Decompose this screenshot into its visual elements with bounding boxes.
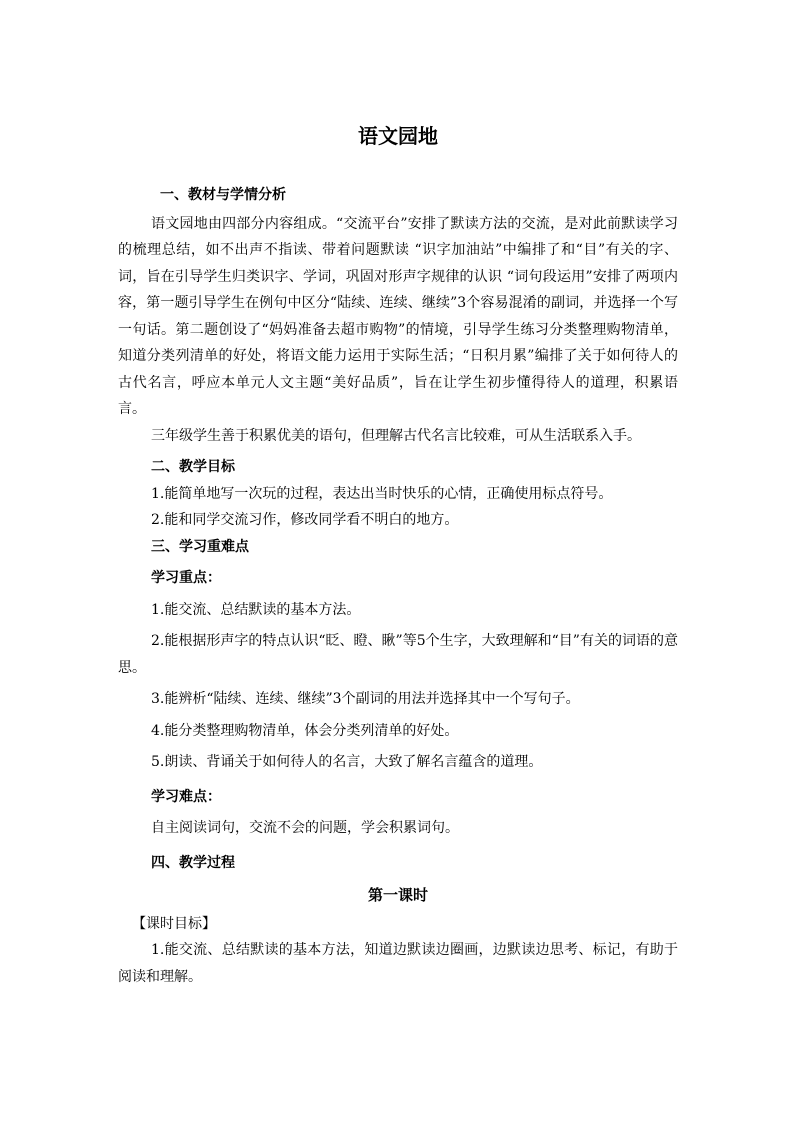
section-heading-goals: 二、教学目标 — [151, 459, 235, 475]
key-point-item: 5.朗读、背诵关于如何待人的名言，大致了解名言蕴含的道理。 — [151, 754, 543, 770]
analysis-paragraph-2: 三年级学生善于积累优美的语句，但理解古代名言比较难，可从生活联系入手。 — [151, 427, 641, 444]
key-point-item: 1.能交流、总结默读的基本方法。 — [151, 601, 361, 618]
goal-item: 1.能简单地写一次玩的过程，表达出当时快乐的心情，正确使用标点符号。 — [151, 485, 613, 502]
key-point-item: 2.能根据形声字的特点认识“眨、瞪、瞅”等5个生字，大致理解和“目”有关的词语的意思。 — [118, 633, 678, 676]
page-title: 语文园地 — [358, 124, 438, 148]
lesson-goal-label: 【课时目标】 — [132, 915, 216, 932]
section-heading-key-points: 三、学习重难点 — [151, 538, 249, 555]
difficulty-label: 学习难点： — [151, 788, 221, 805]
lesson-goal-item: 1.能交流、总结默读的基本方法，知道边默读边圈画，边默读边思考、标记，有助于阅读和理解。 — [118, 942, 678, 985]
section-heading-analysis: 一、教材与学情分析 — [160, 187, 286, 203]
lesson-title: 第一课时 — [367, 886, 428, 904]
key-points-label: 学习重点： — [151, 570, 221, 586]
key-point-item: 4.能分类整理购物清单，体会分类列清单的好处。 — [151, 722, 459, 739]
section-heading-process: 四、教学过程 — [151, 854, 235, 871]
analysis-paragraph-1: 语文园地由四部分内容组成。“交流平台”安排了默读方法的交流，是对此前默读学习的梳理总结，如不出声不指读、带着问题默读 “识字加油站”中编排了和“目”有关的字、词，旨在引导学生归类识字、学词，巩固对形声字规律的认识 “词句段运用”安排了两项内容，第一题引导学生在例句中区分“陆续、连续、继续”3个容易混淆的副词，并选择一个写一句话。第二题创设了“妈妈准备去超市购物”的情境，引导学生练习分类整理购物清单，知道分类列清单的好处，将语文能力运用于实际生活；“日积月累”编排了关于如何待人的古代名言，呼应本单元人文主题“美好品质”，旨在让学生初步懂得待人的道理，积累语言。 — [118, 215, 678, 417]
goal-item: 2.能和同学交流习作，修改同学看不明白的地方。 — [151, 512, 459, 528]
difficulty-text: 自主阅读词句，交流不会的问题，学会积累词句。 — [151, 820, 459, 836]
document-body — [118, 122, 678, 990]
key-point-item: 3.能辨析“陆续、连续、继续”3个副词的用法并选择其中一个写句子。 — [151, 691, 580, 707]
